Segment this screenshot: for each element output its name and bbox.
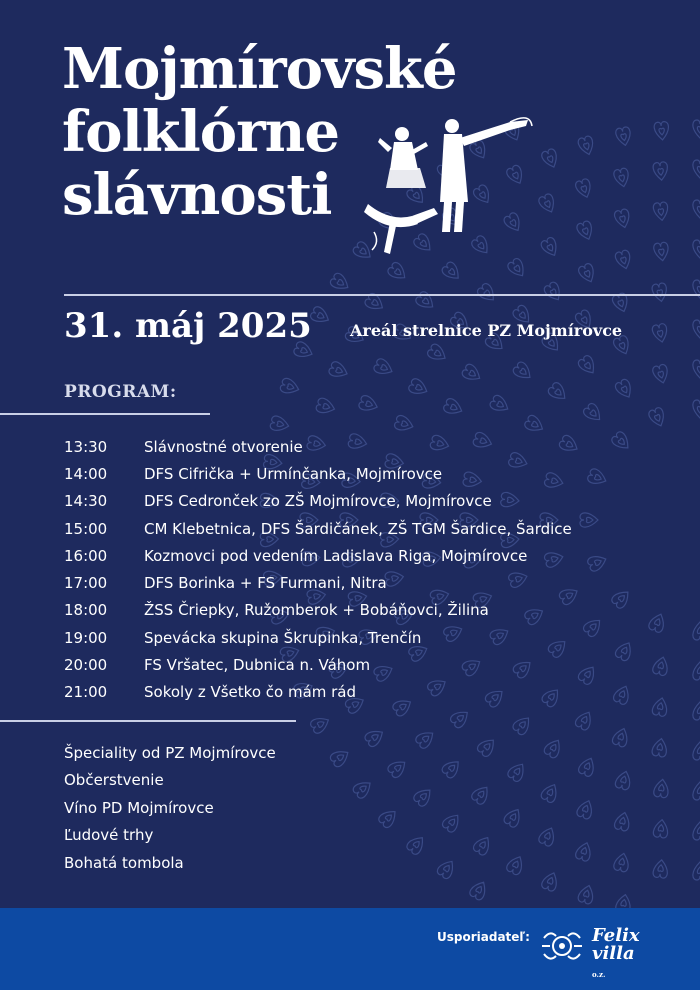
amenities-list (64, 739, 276, 877)
amenity-item: Víno PD Mojmírovce (64, 798, 214, 817)
brand-line-2 (592, 945, 640, 984)
amenity-item: Špeciality od PZ Mojmírovce (64, 743, 276, 762)
event-venue: Areál strelnice PZ Mojmírovce (350, 321, 623, 340)
amenity-item: Ľudové trhy (64, 826, 154, 845)
schedule-row (64, 679, 572, 706)
brand-line-1: Felix (592, 925, 640, 946)
title-line-3: slávnosti (62, 162, 332, 228)
schedule-event: DFS Cedronček zo ZŠ Mojmírovce, Mojmírovce (144, 492, 492, 511)
schedule-row (64, 624, 572, 651)
divider-program (0, 413, 210, 415)
amenity-item: Bohatá tombola (64, 853, 184, 872)
title-line-1: Mojmírovské (62, 36, 457, 102)
schedule-time: 21:00 (64, 683, 108, 702)
schedule-event: CM Klebetnica, DFS Šardičánek, ZŠ TGM Šardice, Šardice (144, 519, 572, 538)
schedule-time: 14:30 (64, 492, 108, 511)
schedule-time: 13:30 (64, 437, 108, 456)
schedule-time: 16:00 (64, 546, 108, 565)
schedule-row (64, 569, 572, 596)
event-date: 31. máj 2025 (64, 306, 312, 346)
schedule-time: 17:00 (64, 574, 108, 593)
brand-word-villa: villa (592, 943, 635, 964)
brand-suffix: o.z. (592, 970, 606, 979)
schedule-row (64, 488, 572, 515)
schedule-event: Kozmovci pod vedením Ladislava Riga, Mojmírovce (144, 546, 528, 565)
schedule-time: 15:00 (64, 519, 108, 538)
schedule-time: 14:00 (64, 464, 108, 483)
folk-dancers-illustration (360, 112, 540, 272)
divider-extras (0, 720, 296, 722)
schedule-time: 20:00 (64, 656, 108, 675)
schedule-event: Spevácka skupina Škrupinka, Trenčín (144, 628, 422, 647)
schedule-time: 19:00 (64, 628, 108, 647)
schedule-row (64, 597, 572, 624)
schedule-row (64, 460, 572, 487)
schedule-event: Sokoly z Všetko čo mám rád (144, 683, 357, 702)
schedule-row (64, 651, 572, 678)
organizer-brand (592, 927, 640, 984)
schedule-time: 18:00 (64, 601, 108, 620)
schedule-event: Slávnostné otvorenie (144, 437, 303, 456)
organizer-label: Usporiadateľ: (437, 930, 530, 944)
schedule-row (64, 515, 572, 542)
schedule-event: ŽSS Čriepky, Ružomberok + Bobáňovci, Žilina (144, 601, 489, 620)
schedule-row (64, 542, 572, 569)
schedule-event: FS Vršatec, Dubnica n. Váhom (144, 656, 371, 675)
program-heading: PROGRAM: (64, 382, 177, 402)
divider-top (64, 294, 700, 296)
program-schedule (64, 433, 572, 706)
amenity-item: Občerstvenie (64, 771, 164, 790)
schedule-event: DFS Borinka + FS Furmani, Nitra (144, 574, 387, 593)
schedule-row (64, 433, 572, 460)
schedule-event: DFS Cifrička + Urmínčanka, Mojmírovce (144, 464, 443, 483)
title-line-2: folklórne (62, 99, 339, 165)
